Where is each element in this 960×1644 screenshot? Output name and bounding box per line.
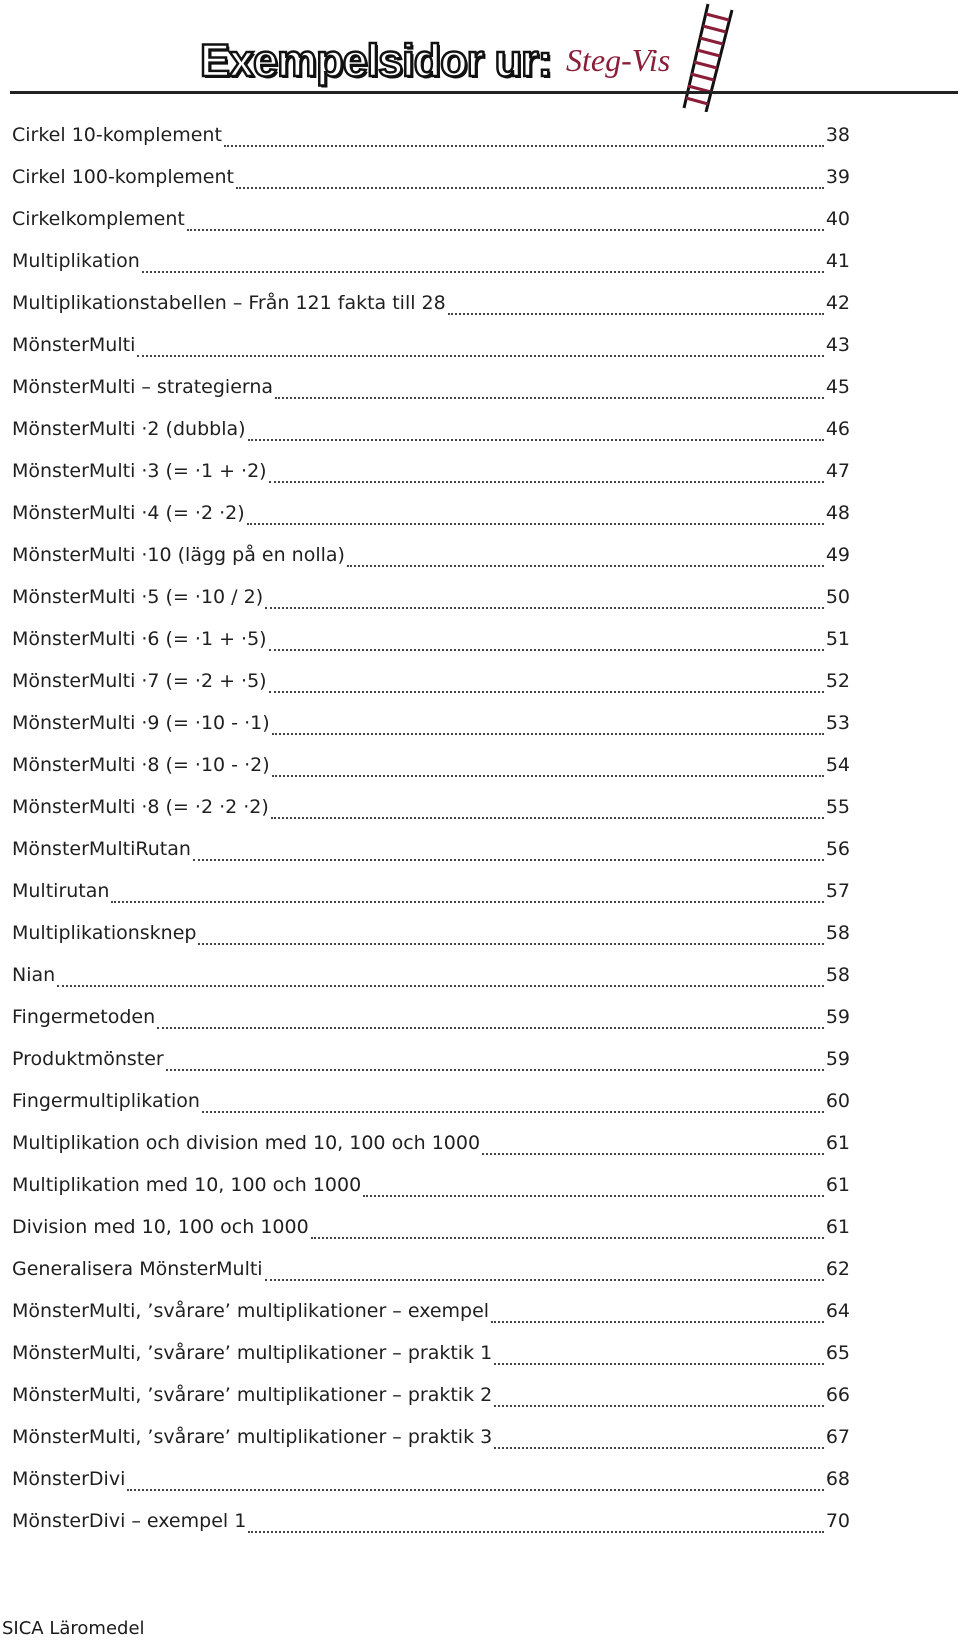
- toc-dot-leader: [247, 523, 824, 525]
- toc-entry-title: MönsterMulti ·8 (= ·2 ·2 ·2): [12, 796, 269, 818]
- page-header: [0, 0, 960, 110]
- toc-entry-title: Generalisera MönsterMulti: [12, 1258, 263, 1280]
- toc-entry[interactable]: [12, 912, 850, 954]
- toc-entry-title: MönsterMulti ·4 (= ·2 ·2): [12, 502, 245, 524]
- toc-entry[interactable]: [12, 156, 850, 198]
- footer-publisher: SICA Läromedel: [2, 1618, 145, 1639]
- toc-entry-title: Multiplikationsknep: [12, 922, 197, 944]
- toc-entry-page-number: 40: [825, 208, 850, 230]
- header-title: Exempelsidor ur:: [200, 35, 552, 86]
- toc-entry-page-number: 67: [825, 1426, 850, 1448]
- toc-dot-leader: [269, 481, 824, 483]
- toc-entry[interactable]: [12, 240, 850, 282]
- toc-entry[interactable]: [12, 828, 850, 870]
- toc-entry-title: Fingermultiplikation: [12, 1090, 200, 1112]
- toc-entry[interactable]: [12, 1332, 850, 1374]
- toc-entry-page-number: 61: [825, 1132, 850, 1154]
- toc-dot-leader: [142, 271, 824, 273]
- toc-entry[interactable]: [12, 198, 850, 240]
- toc-entry-title: Multirutan: [12, 880, 110, 902]
- toc-entry[interactable]: [12, 1416, 850, 1458]
- toc-entry-title: Cirkelkomplement: [12, 208, 185, 230]
- toc-entry[interactable]: [12, 282, 850, 324]
- toc-dot-leader: [491, 1321, 824, 1323]
- toc-entry-title: Division med 10, 100 och 1000: [12, 1216, 309, 1238]
- toc-entry[interactable]: [12, 1122, 850, 1164]
- toc-entry[interactable]: [12, 1290, 850, 1332]
- toc-entry-page-number: 60: [825, 1090, 850, 1112]
- toc-entry[interactable]: [12, 450, 850, 492]
- toc-entry-title: Multiplikationstabellen – Från 121 fakta till 28: [12, 292, 446, 314]
- toc-entry-title: MönsterMulti ·3 (= ·1 + ·2): [12, 460, 267, 482]
- toc-entry[interactable]: [12, 954, 850, 996]
- toc-entry-page-number: 57: [825, 880, 850, 902]
- toc-entry[interactable]: [12, 1458, 850, 1500]
- toc-entry-title: MönsterMulti ·10 (lägg på en nolla): [12, 544, 345, 566]
- toc-dot-leader: [157, 1027, 824, 1029]
- toc-entry[interactable]: [12, 1080, 850, 1122]
- toc-entry-title: MönsterMulti – strategierna: [12, 376, 274, 398]
- toc-entry-page-number: 47: [825, 460, 850, 482]
- header-divider: [10, 91, 958, 94]
- toc-entry[interactable]: [12, 1164, 850, 1206]
- toc-entry-title: MönsterMulti, ’svårare’ multiplikationer – praktik 2: [12, 1384, 493, 1406]
- toc-dot-leader: [494, 1363, 824, 1365]
- toc-entry-page-number: 56: [825, 838, 850, 860]
- toc-dot-leader: [111, 901, 823, 903]
- toc-entry-page-number: 45: [825, 376, 850, 398]
- toc-entry-page-number: 43: [825, 334, 850, 356]
- toc-dot-leader: [137, 355, 823, 357]
- toc-dot-leader: [482, 1153, 824, 1155]
- toc-entry[interactable]: [12, 1038, 850, 1080]
- toc-entry-title: MönsterMultiRutan: [12, 838, 191, 860]
- toc-entry-page-number: 53: [825, 712, 850, 734]
- toc-dot-leader: [275, 397, 824, 399]
- toc-entry-title: MönsterMulti, ’svårare’ multiplikationer – praktik 1: [12, 1342, 493, 1364]
- toc-dot-leader: [494, 1405, 824, 1407]
- toc-dot-leader: [224, 145, 824, 147]
- toc-entry-page-number: 68: [825, 1468, 850, 1490]
- toc-dot-leader: [265, 607, 824, 609]
- toc-dot-leader: [311, 1237, 824, 1239]
- toc-entry-page-number: 48: [825, 502, 850, 524]
- toc-entry-page-number: 41: [825, 250, 850, 272]
- toc-entry-title: MönsterMulti ·6 (= ·1 + ·5): [12, 628, 267, 650]
- toc-entry[interactable]: [12, 114, 850, 156]
- toc-entry-page-number: 62: [825, 1258, 850, 1280]
- toc-entry-page-number: 66: [825, 1384, 850, 1406]
- toc-entry[interactable]: [12, 324, 850, 366]
- toc-dot-leader: [193, 859, 824, 861]
- toc-entry[interactable]: [12, 1248, 850, 1290]
- table-of-contents: [12, 114, 850, 1542]
- toc-entry-title: MönsterDivi: [12, 1468, 126, 1490]
- toc-entry-title: MönsterMulti ·2 (dubbla): [12, 418, 246, 440]
- toc-dot-leader: [127, 1489, 823, 1491]
- toc-entry-page-number: 59: [825, 1048, 850, 1070]
- toc-entry[interactable]: [12, 702, 850, 744]
- toc-entry-page-number: 70: [825, 1510, 850, 1532]
- toc-entry-title: MönsterMulti ·7 (= ·2 + ·5): [12, 670, 267, 692]
- toc-entry-page-number: 58: [825, 922, 850, 944]
- toc-entry[interactable]: [12, 996, 850, 1038]
- toc-dot-leader: [166, 1069, 824, 1071]
- toc-entry-page-number: 51: [825, 628, 850, 650]
- toc-entry-title: Nian: [12, 964, 56, 986]
- toc-entry-page-number: 39: [825, 166, 850, 188]
- toc-entry[interactable]: [12, 366, 850, 408]
- toc-entry-title: Cirkel 100-komplement: [12, 166, 234, 188]
- toc-dot-leader: [248, 439, 824, 441]
- toc-entry[interactable]: [12, 870, 850, 912]
- toc-entry-page-number: 38: [825, 124, 850, 146]
- toc-dot-leader: [265, 1279, 824, 1281]
- toc-entry-page-number: 58: [825, 964, 850, 986]
- toc-entry-title: MönsterMulti ·8 (= ·10 - ·2): [12, 754, 270, 776]
- toc-entry-page-number: 46: [825, 418, 850, 440]
- toc-entry-title: MönsterDivi – exempel 1: [12, 1510, 247, 1532]
- toc-entry-page-number: 42: [825, 292, 850, 314]
- toc-entry-title: Produktmönster: [12, 1048, 164, 1070]
- steg-vis-logo: Steg-Vis: [566, 42, 671, 78]
- toc-dot-leader: [202, 1111, 824, 1113]
- toc-dot-leader: [198, 943, 823, 945]
- toc-entry-title: Multiplikation: [12, 250, 140, 272]
- toc-entry[interactable]: [12, 576, 850, 618]
- toc-dot-leader: [269, 691, 824, 693]
- toc-dot-leader: [248, 1531, 824, 1533]
- toc-dot-leader: [187, 229, 824, 231]
- toc-entry[interactable]: [12, 1206, 850, 1248]
- toc-dot-leader: [363, 1195, 824, 1197]
- toc-entry[interactable]: [12, 744, 850, 786]
- toc-entry[interactable]: [12, 618, 850, 660]
- toc-dot-leader: [347, 565, 824, 567]
- toc-entry-title: MönsterMulti, ’svårare’ multiplikationer – praktik 3: [12, 1426, 493, 1448]
- toc-entry-title: Cirkel 10-komplement: [12, 124, 222, 146]
- toc-dot-leader: [494, 1447, 824, 1449]
- toc-entry[interactable]: [12, 1500, 850, 1542]
- toc-dot-leader: [272, 775, 824, 777]
- toc-entry[interactable]: [12, 534, 850, 576]
- toc-entry-title: Multiplikation med 10, 100 och 1000: [12, 1174, 362, 1196]
- toc-dot-leader: [271, 817, 824, 819]
- toc-entry-page-number: 61: [825, 1216, 850, 1238]
- toc-entry-page-number: 52: [825, 670, 850, 692]
- toc-entry[interactable]: [12, 492, 850, 534]
- toc-entry-title: Fingermetoden: [12, 1006, 156, 1028]
- toc-entry-title: MönsterMulti: [12, 334, 136, 356]
- toc-dot-leader: [272, 733, 824, 735]
- toc-entry[interactable]: [12, 1374, 850, 1416]
- toc-dot-leader: [448, 313, 824, 315]
- toc-entry[interactable]: [12, 408, 850, 450]
- toc-dot-leader: [57, 985, 824, 987]
- toc-entry-page-number: 65: [825, 1342, 850, 1364]
- toc-dot-leader: [269, 649, 824, 651]
- toc-entry-page-number: 54: [825, 754, 850, 776]
- toc-entry-page-number: 64: [825, 1300, 850, 1322]
- ladder-icon: [680, 0, 740, 112]
- toc-entry-page-number: 55: [825, 796, 850, 818]
- toc-entry-page-number: 50: [825, 586, 850, 608]
- toc-entry-title: MönsterMulti, ’svårare’ multiplikationer – exempel: [12, 1300, 490, 1322]
- toc-entry-page-number: 49: [825, 544, 850, 566]
- toc-entry-title: MönsterMulti ·5 (= ·10 / 2): [12, 586, 264, 608]
- toc-entry[interactable]: [12, 660, 850, 702]
- toc-entry[interactable]: [12, 786, 850, 828]
- toc-entry-title: MönsterMulti ·9 (= ·10 - ·1): [12, 712, 270, 734]
- toc-entry-title: Multiplikation och division med 10, 100 och 1000: [12, 1132, 481, 1154]
- toc-entry-page-number: 61: [825, 1174, 850, 1196]
- toc-entry-page-number: 59: [825, 1006, 850, 1028]
- toc-dot-leader: [236, 187, 824, 189]
